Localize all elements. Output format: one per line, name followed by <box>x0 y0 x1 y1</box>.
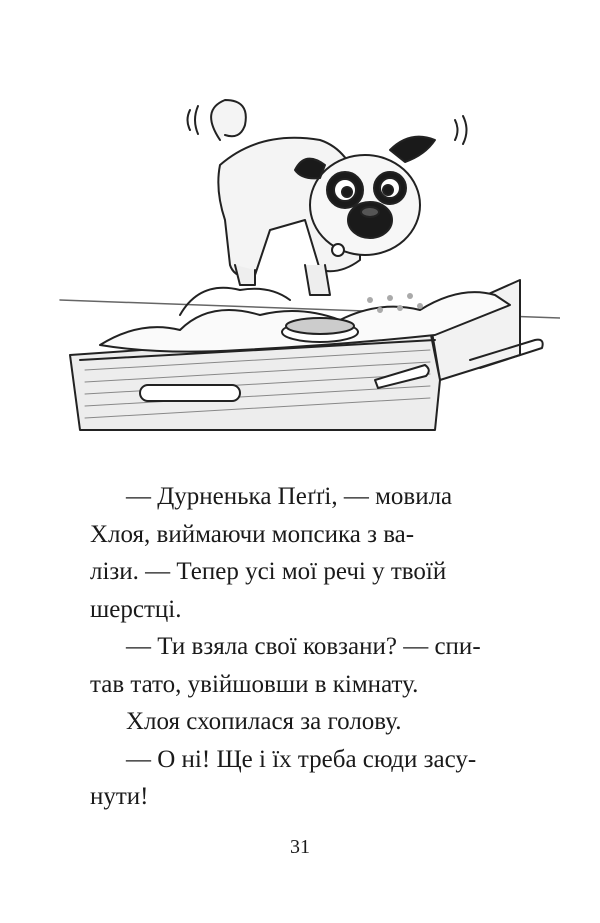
body-text <box>90 478 510 816</box>
pug-suitcase-illustration <box>40 70 560 455</box>
paragraph <box>90 628 510 703</box>
text-line: шерстці. <box>90 595 182 623</box>
text-line: Хлоя схопилася за голову. <box>126 708 402 735</box>
paragraph <box>90 478 510 628</box>
text-line: тав тато, увійшовши в кімнату. <box>90 670 419 698</box>
text-line: нути! <box>90 783 149 810</box>
text-line: Хлоя, виймаючи мопсика з ва- <box>90 520 415 548</box>
text-line: — Дурненька Пеґґі, — мовила <box>126 483 453 510</box>
page-number: 31 <box>290 836 310 858</box>
text-line: лізи. — Тепер усі мої речі у твоїй <box>90 558 447 585</box>
text-line: — Ти взяла свої ковзани? — спи- <box>126 633 481 660</box>
text-line: — О ні! Ще і їх треба сюди засу- <box>126 745 477 773</box>
paragraph <box>90 741 510 816</box>
paragraph <box>90 703 510 741</box>
